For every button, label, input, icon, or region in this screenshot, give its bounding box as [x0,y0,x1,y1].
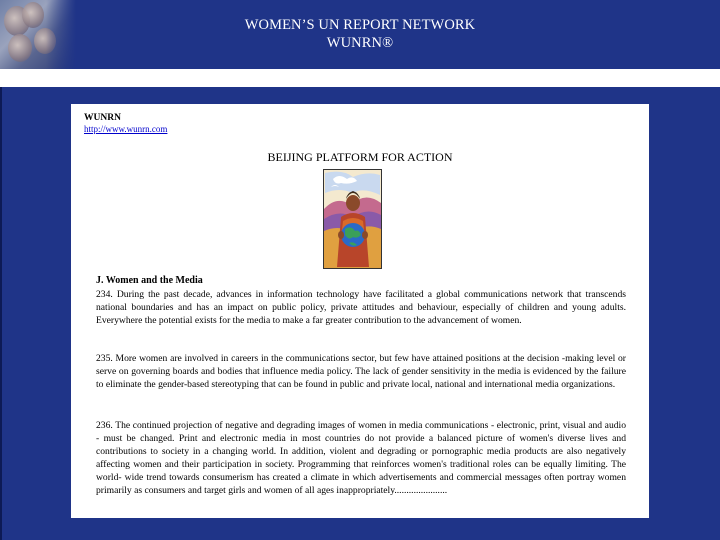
banner-subtitle: WUNRN® [326,35,394,51]
document-heading: BEIJING PLATFORM FOR ACTION [267,150,453,164]
website-link[interactable]: http://www.wunrn.com [84,124,168,134]
banner-separator [0,69,720,87]
section-title: J. Women and the Media [96,275,203,286]
org-name: WUNRN [84,113,121,123]
paragraph-236: 236. The continued projection of negative and degrading images of women in media communications - electronic, print, visual and audio - must be changed. Print and electronic media in most countries do not provide a balanced picture of women's diverse lives and contributions to society in a changing world. In addition, violent and degrading or pornographic media products are also negatively affecting women and their participation in society. Programming that reinforces women's traditional roles can be equally limiting. The world- wide trend towards consumerism has created a climate in which advertisements and commercial messages often portray women primarily as consumers and target girls and women of all ages inappropriately...................... [96,420,626,496]
woman-holding-globe-illustration [323,169,382,269]
paragraph-235: 235. More women are involved in careers in the communications sector, but few have attained positions at the decision -making level or serve on governing boards and bodies that influence media policy. The lack of gender sensitivity in the media is evidenced by the failure to eliminate the gender-based stereotyping that can be found in public and private local, national and international media organizations. [96,353,626,390]
banner-title: WOMEN’S UN REPORT NETWORK [244,17,476,33]
document-panel [71,104,649,518]
header-banner [0,0,720,69]
paragraph-234: 234. During the past decade, advances in information technology have facilitated a global communications network that transcends national boundaries and has an impact on public policy, private attitudes and behaviour, especially of children and young adults. Everywhere the potential exists for the media to make a far greater contribution to the advancement of women. [96,289,626,326]
